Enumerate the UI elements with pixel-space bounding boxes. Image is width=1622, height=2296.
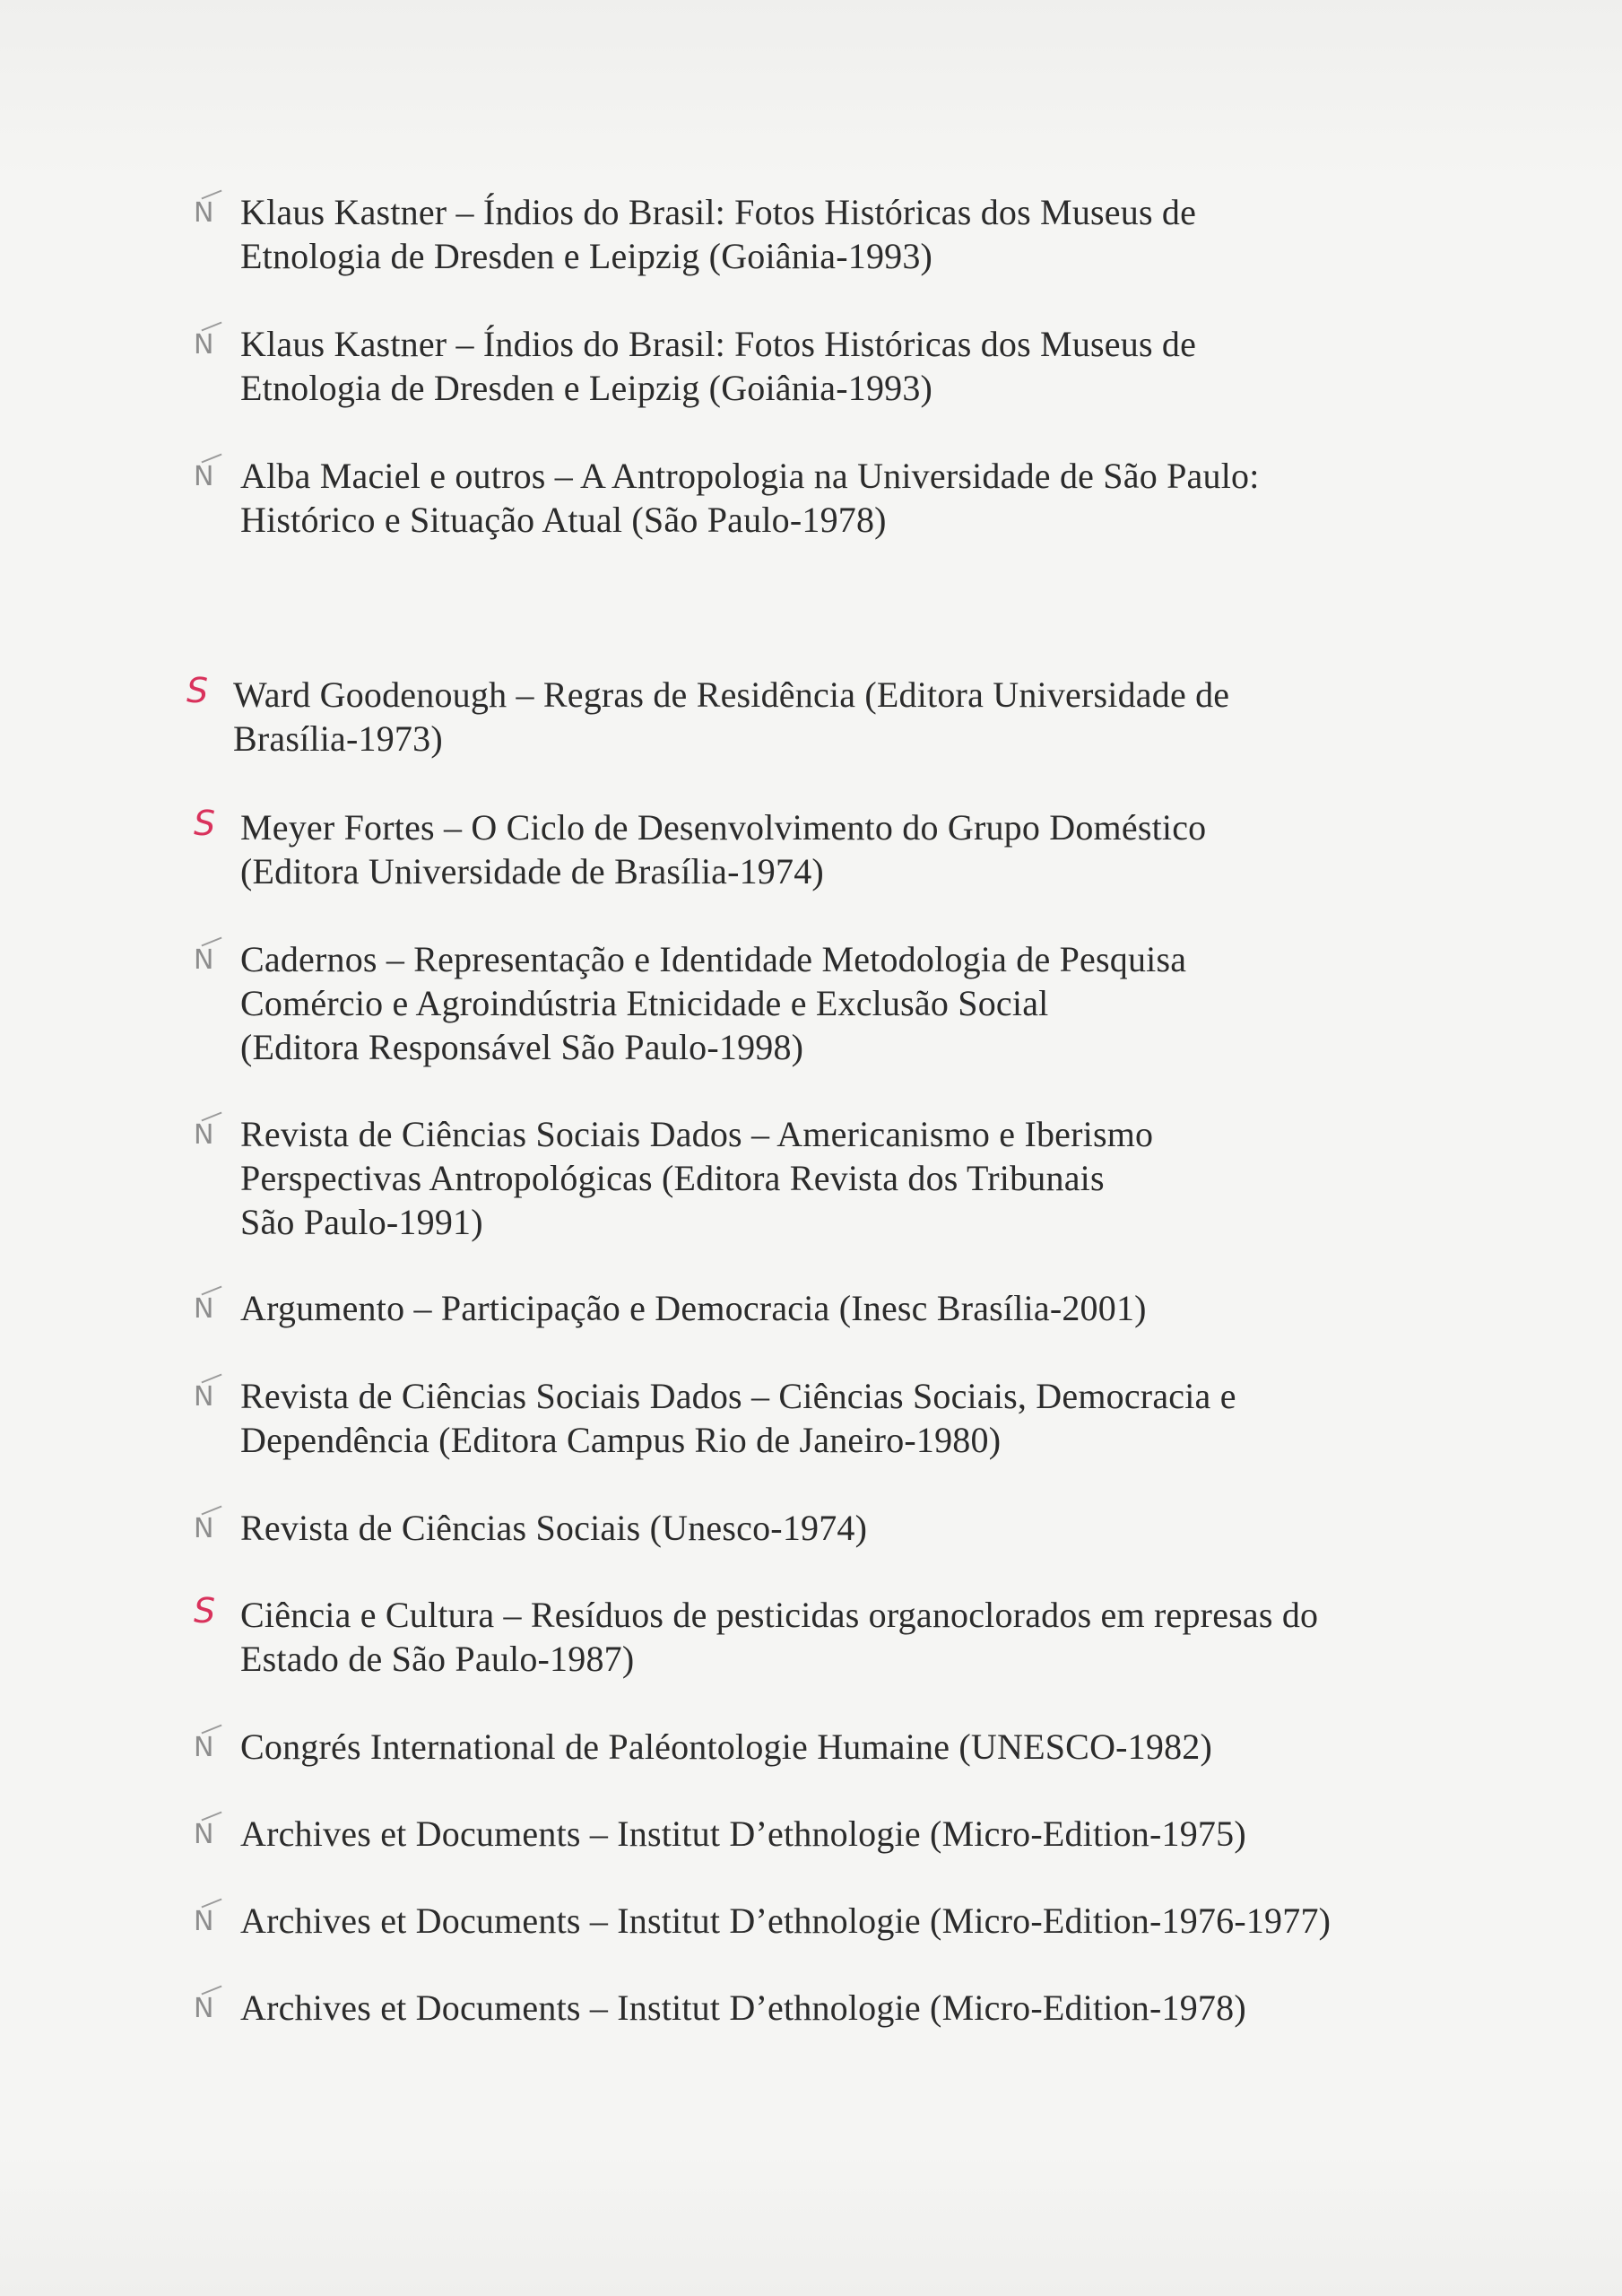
bibliography-entry [194,322,1496,410]
bibliography-entry [194,1591,1496,1681]
n-annotation-mark: N [188,1812,233,1866]
n-annotation-mark: N [188,322,233,376]
s-annotation-mark: S [186,671,209,710]
entry-line: Revista de Ciências Sociais (Unesco-1974) [240,1508,868,1548]
bibliography-entry [194,454,1496,542]
entry-line: Ciência e Cultura – Resíduos de pesticidas organoclorados em represas do [240,1595,1319,1635]
n-annotation-mark: N [188,1899,233,1952]
entry-line: Cadernos – Representação e Identidade Metodologia de Pesquisa [240,939,1187,979]
entry-line: Argumento – Participação e Democracia (Inesc Brasília-2001) [240,1288,1147,1328]
bibliography-entry [194,804,1496,893]
bibliography-entry [186,671,1488,761]
entry-line: (Editora Responsável São Paulo-1998) [240,1027,804,1067]
n-annotation-mark: N [188,1112,233,1166]
n-annotation-mark: N [188,1725,233,1779]
bibliography-entry [194,1725,1496,1769]
entry-line: Ward Goodenough – Regras de Residência (Editora Universidade de [233,674,1230,715]
entry-line: Revista de Ciências Sociais Dados – Ciências Sociais, Democracia e [240,1376,1236,1416]
bibliography-entry [194,1286,1496,1330]
bibliography-entry [194,1374,1496,1462]
s-annotation-mark: S [194,1591,216,1631]
entry-line: Brasília-1973) [233,718,443,759]
entry-line: Alba Maciel e outros – A Antropologia na Universidade de São Paulo: [240,456,1260,496]
entry-line: Archives et Documents – Institut D’ethnologie (Micro-Edition-1978) [240,1987,1246,2028]
entry-line: Klaus Kastner – Índios do Brasil: Fotos Históricas dos Museus de [240,324,1197,364]
n-annotation-mark: N [188,454,233,508]
entry-line: (Editora Universidade de Brasília-1974) [240,851,824,891]
bibliography-entry [194,937,1496,1069]
s-annotation-mark: S [194,804,216,843]
entry-line: Dependência (Editora Campus Rio de Janeiro-1980) [240,1420,1002,1460]
entry-line: Etnologia de Dresden e Leipzig (Goiânia-1993) [240,368,933,408]
bibliography-entry [194,190,1496,278]
entry-line: Revista de Ciências Sociais Dados – Americanismo e Iberismo [240,1114,1154,1154]
entry-line: Meyer Fortes – O Ciclo de Desenvolvimento do Grupo Doméstico [240,807,1207,848]
entry-line: Etnologia de Dresden e Leipzig (Goiânia-1993) [240,236,933,276]
n-annotation-mark: N [188,937,233,991]
n-annotation-mark: N [188,1286,233,1340]
bibliography-entry [194,1112,1496,1244]
n-annotation-mark: N [188,1986,233,2039]
entry-line: Klaus Kastner – Índios do Brasil: Fotos Históricas dos Museus de [240,192,1197,232]
bibliography-entry [194,1986,1496,2030]
entry-line: Perspectivas Antropológicas (Editora Revista dos Tribunais [240,1158,1105,1198]
entry-line: Histórico e Situação Atual (São Paulo-1978) [240,500,887,540]
bibliography-entry [194,1899,1496,1943]
n-annotation-mark: N [188,1506,233,1560]
entry-line: Comércio e Agroindústria Etnicidade e Exclusão Social [240,983,1049,1023]
entry-line: Archives et Documents – Institut D’ethnologie (Micro-Edition-1976-1977) [240,1900,1331,1941]
entry-line: São Paulo-1991) [240,1202,483,1242]
entry-line: Congrés International de Paléontologie Humaine (UNESCO-1982) [240,1726,1212,1767]
bibliography-entry [194,1506,1496,1550]
n-annotation-mark: N [188,1374,233,1428]
bibliography-entry [194,1812,1496,1856]
entry-line: Archives et Documents – Institut D’ethnologie (Micro-Edition-1975) [240,1813,1246,1854]
n-annotation-mark: N [188,190,233,244]
entry-line: Estado de São Paulo-1987) [240,1639,635,1679]
